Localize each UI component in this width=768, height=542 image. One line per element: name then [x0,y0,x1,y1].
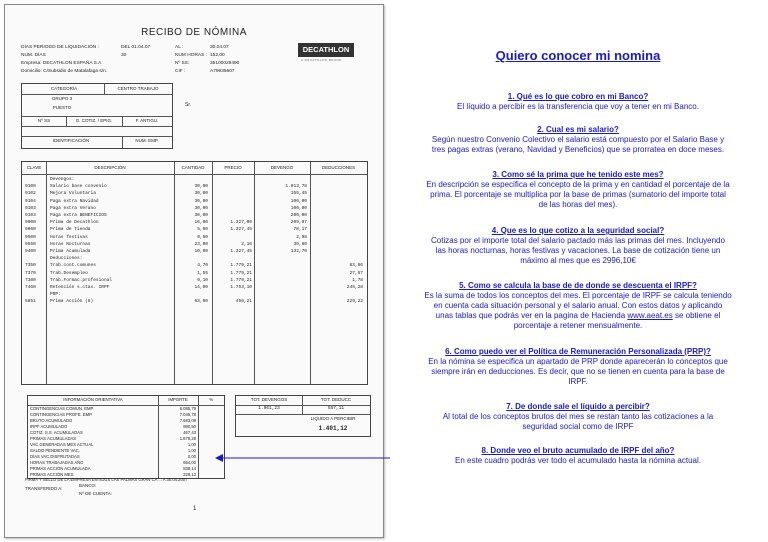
line-clave: 9103 [25,213,36,218]
info-value: 229,12 [183,472,196,477]
line-desc: Horas Nocturnas [50,241,91,247]
col-precio: PRECIO [224,165,242,170]
line-clave: 9000 [25,220,36,226]
info-label: PRIMAS ACCIÓN ACUMULADA [30,466,91,471]
line-devengo: 100,00 [290,205,307,211]
answer-line: seguridad social como de IRPF [522,422,634,431]
line-desc: Paga extra BENEFICIOS [50,213,107,218]
line-clave: 9103 [25,205,36,211]
table-row [22,219,367,226]
line-clave: 5851 [25,299,36,305]
header-label: Empresa: DECATHLON ESPAÑA S.A. [21,61,103,66]
line-devengo: 209,07 [290,220,307,226]
info-value: 1.878,28 [179,436,196,441]
guide-section [388,92,768,112]
col-cant: CANTIDAD [181,165,205,170]
info-pct-head: % [209,397,213,402]
line-desc: PRP: [50,292,61,298]
line-cant: 14,00 [194,285,208,290]
question-heading: 3. Como sé la prima que he tenido este mes? [492,170,664,179]
line-deduccion: 27,57 [349,270,363,276]
answer-line: En descripción se especifica el concepto de la prima y en cantidad el porcentaje de la [426,180,730,189]
answer-line: siempre irán en deducciones. Es decir, que no se tienen en cuenta para la base de [431,367,725,376]
answer-line: El líquido a percibir es la transferencia que voy a tener en mi Banco. [457,102,699,111]
line-cant: 1,55 [197,270,208,276]
question-heading: 5. Como se calcula la base de de donde se descuenta el IRPF? [459,281,697,290]
tot-devengos-label: TOT. DEVENGOS [250,397,288,402]
decathlon-logo-subtitle: A DÉCATHLON BRAND [301,58,342,62]
cotiz-label: G. COTIZ. / EPIG. [75,118,113,123]
header-label: Domicilio: C/Subsidio de Matalafaga s/n. [21,69,108,74]
line-cant: 30,00 [194,213,208,218]
answer-line: prima. El porcentaje se multiplica por la base de primas (sumatorio del importe total [430,190,726,199]
answer-line: Según nuestro Convenio Colectivo el salario está compuesto por el Salario Base y [431,135,725,144]
transferido-label: TRANSFERIDO A: [25,486,63,491]
answer-line: de las horas del mes). [538,200,618,209]
table-row [22,190,367,197]
line-precio: 1.753,10 [230,285,252,290]
table-row [22,277,367,284]
cat-label: CATEGORÍA [50,86,78,91]
tot-deducc-value: 557,11 [327,406,345,411]
table-row [22,270,367,277]
table-row [22,241,367,248]
header-label-2: CIF : [175,69,186,74]
line-clave: 9102 [25,191,36,197]
question-heading: 8. Donde veo el bruto acumulado de IRPF del año? [481,446,675,455]
centro-label: CENTRO TRABAJO [117,86,159,91]
info-value: 0,00 [187,454,196,459]
tot-devengos-value: 1.961,23 [258,406,280,411]
col-deducciones: DEDUCCIONES [321,165,356,170]
info-label: CONTINGENCIAS COMUN. EMP. [30,406,94,411]
info-value: 1,00 [187,448,196,453]
question-heading: 2. Cual es mi salario? [537,125,619,134]
line-clave: 9400 [25,249,36,254]
info-value: 838,14 [183,466,196,471]
numemp-label: NUM. EMP. [135,138,159,143]
info-label: VAC.GENERADAS MES ACTUAL [30,442,94,447]
line-devengo: 155,45 [290,191,307,197]
line-devengo: 132,70 [290,249,307,254]
line-cant: 30,00 [194,191,208,197]
answer-line: unas tablas que podrás ver en la pagina de Hacienda www.aeat.es se obtiene el [435,311,721,320]
answer-line: porcentaje a retener mensualmente. [513,321,643,330]
line-precio: 1.327,00 [230,220,252,226]
line-desc: Devengos: [50,177,75,182]
guide-title: Quiero conocer mi nomina [495,48,661,63]
decathlon-logo: DECATHLON [298,43,354,57]
info-label: IRPF ACUMULADO [30,424,68,429]
line-cant: 30,00 [194,198,208,204]
guide-section [388,347,768,387]
header-label: NUM. DÍAS [21,53,46,58]
answer-line: Es la suma de todos los conceptos del mes. El porcentaje de IRPF se calcula teniendo [424,291,732,300]
arrow-to-info-box [215,453,390,463]
line-precio: 456,21 [235,299,252,305]
table-row [22,176,367,183]
info-label: PRIMAS ACCIÓN MES [30,472,74,477]
liquido-label: LIQUIDO A PERCIBIR [310,416,356,421]
info-label: PRIMAS ACUMULADAS [30,436,77,441]
line-cant: 30,00 [194,205,208,211]
line-desc: Deducciones: [50,256,83,262]
line-precio: 1.779,21 [230,270,252,276]
line-desc: Horas festivas [50,234,88,240]
question-heading: 1. Qué es lo que cobro en mi Banco? [507,92,649,101]
answer-line: las horas nocturnas, horas festivas y vacaciones. La base de cotización tiene un [435,246,721,255]
info-orientativa-box [27,395,225,479]
line-desc: Prima de Decathlon [50,220,99,226]
line-desc: Retención s.ctas. IRPF [50,285,110,290]
table-row [22,255,367,262]
line-desc: Trab.Desempleo [50,270,88,276]
info-label: CONTINGENCIAS PROFE. EMP. [30,412,93,417]
info-value: 7.683,09 [179,418,196,423]
line-cant: 16,00 [194,220,208,226]
header-value: DEL 01.04.07 [121,45,151,50]
line-cant: 0,50 [197,234,208,240]
line-devengo: 2,98 [296,234,307,240]
table-row [22,234,367,241]
line-clave: 7370 [25,270,36,276]
table-row [22,284,367,291]
table-row [22,298,367,305]
antig-label: F. ANTIGU. [135,118,159,123]
col-desc: DESCRIPCIÓN [94,165,126,170]
line-desc: Prima Acción (6) [50,299,94,305]
payslip-title: RECIBO DE NÓMINA [141,27,247,38]
line-precio: 1.327,45 [230,227,252,233]
table-row [22,205,367,212]
guide-section [388,446,768,466]
info-value: 467,43 [183,430,196,435]
answer-line: En la nómina se especifica un apartado de PRP donde aparecerán lo conceptos que [428,357,728,366]
question-heading: 6. Como puedo ver el Política de Remuneración Personalizada (PRP)? [445,347,711,356]
col-clave: CLAVE [26,165,42,170]
info-value: 890,50 [183,424,196,429]
answer-line: máximo al mes que es 2996,10€ [520,256,636,265]
line-desc: Trab.cont.comunes [50,263,96,269]
line-clave: 9100 [25,184,36,190]
table-row [22,183,367,190]
tot-deducc-label: TOT. DEDUCC [320,397,352,402]
line-devengo: 78,17 [293,227,307,233]
line-clave: 7380 [25,277,36,283]
line-cant: 0,10 [197,277,208,283]
line-clave: 9104 [25,198,36,204]
cuenta-label: Nº DE CUENTA: [79,491,113,496]
line-desc: Paga extra Verano [50,205,96,211]
info-value: 664,00 [183,460,196,465]
info-title: INFORMACIÓN ORIENTATIVA [63,397,123,402]
info-importe-head: IMPORTE [168,397,188,402]
line-deduccion: 1,78 [352,277,363,283]
answer-line: en cuenta cada situación personal y el salario anual. Con estos datos y aplicando [433,301,723,310]
guide-section [388,402,768,432]
line-precio: 2,16 [241,241,252,247]
question-heading: 7. De donde sale el líquido a percibir? [506,402,650,411]
line-devengo: 100,00 [290,198,307,204]
info-label: DÍAS VAC.DISFRUTADAS [30,454,80,459]
line-precio: 1.779,21 [230,263,252,269]
table-row [22,262,367,269]
sr-label: Sr. [185,102,192,108]
line-deduccion: 229,22 [346,299,363,305]
header-value-2: 152,00 [210,53,225,58]
info-label: HORAS TRABAJADAS AÑO [30,460,84,465]
table-row [22,226,367,233]
info-label: BRUTO ACUMULADO [30,418,73,423]
header-value-2: 30.04.07 [210,45,229,50]
line-cant: 4,70 [197,263,208,269]
worker-info-box [21,83,173,149]
grupo-label: GRUPO 3 [51,96,73,101]
header-value-2: A79935607 [210,69,235,74]
line-desc: Prima de Tienda [50,227,91,233]
totals-box [235,395,371,437]
line-clave: 9550 [25,241,36,247]
info-label: COTIZ. S.S. ACUMULADAS [30,430,83,435]
guide-section [388,226,768,266]
answer-line: Cotizas por el importe total del salario pactado más las primas del mes. Incluyendo [431,236,725,245]
info-label: SALDO PENDIENTE VAC. [30,448,80,453]
page-number: 1 [193,506,197,512]
line-cant: 30,00 [194,184,208,190]
info-value: 7.045,78 [179,412,196,417]
header-label-2: Nº SS: [175,61,190,66]
header-label: DÍAS PERIODO DE LIQUIDACIÓN : [21,45,99,50]
ident-label: IDENTIFICACIÓN [52,138,90,143]
line-desc: Salario base convenio [50,184,107,190]
answer-line: tres pagas extras (verano, Navidad y Beneficios) que se prorratea en doce meses. [431,145,725,154]
firma-line: FIRMA Y SELLO DE LA EMPRESA ENTIDUS LAS PALMAS GRAN CA ... A 30.04.2007 [25,477,188,482]
guide-section [388,281,768,331]
line-desc: Trab.Formac.profesional [50,277,113,283]
line-clave: 9500 [25,234,36,240]
header-label-2: NUM HORAS : [175,53,207,58]
liquido-value: 1.401,12 [318,425,348,432]
line-devengo: 39,60 [293,241,307,247]
info-value: 1,00 [187,442,196,447]
aeat-link[interactable]: www.aeat.es [627,311,673,320]
concepts-table [21,161,368,385]
col-devengo: DEVENGO [270,165,294,170]
table-row [22,248,367,255]
guide-panel [388,0,768,542]
answer-line: Al total de los conceptos brutos del mes se restan tanto las cotizaciones a la [442,412,714,421]
line-precio: 1.327,45 [230,249,252,254]
line-cant: 10,00 [194,249,208,254]
guide-section [388,170,768,210]
answer-line: IRPF. [568,377,588,386]
question-heading: 4. Que es lo que cotizo a la seguridad social? [491,226,665,235]
line-precio: 1.779,21 [230,277,252,283]
line-desc: Paga extra Navidad [50,198,99,204]
line-cant: 63,00 [194,299,208,305]
line-desc: Mejora Voluntaria [50,191,96,197]
line-deduccion: 245,28 [346,285,363,290]
line-devengo: 1.013,78 [285,184,307,190]
table-row [22,212,367,219]
line-clave: 9060 [25,227,36,233]
table-row [22,291,367,298]
line-deduccion: 83,66 [349,263,363,269]
header-value: 30 [121,53,127,58]
puesto-label: PUESTO [52,105,72,110]
info-value: 6.085,79 [179,406,196,411]
banco-label: BANCO: [79,483,97,488]
line-cant: 23,00 [194,241,208,247]
table-row [22,198,367,205]
nss-label: Nº SS [37,118,51,123]
answer-line: En este cuadro podrás ver todo el acumulado hasta la nómina actual. [455,456,701,465]
line-desc: Prima Acumulada [50,249,91,254]
header-label-2: AL : [175,45,184,50]
line-devengo: 200,00 [290,213,307,218]
line-cant: 5,00 [197,227,208,233]
line-clave: 7350 [25,263,36,269]
line-clave: 7460 [25,285,36,290]
guide-section [388,125,768,155]
header-value-2: 35100029490 [210,61,240,66]
